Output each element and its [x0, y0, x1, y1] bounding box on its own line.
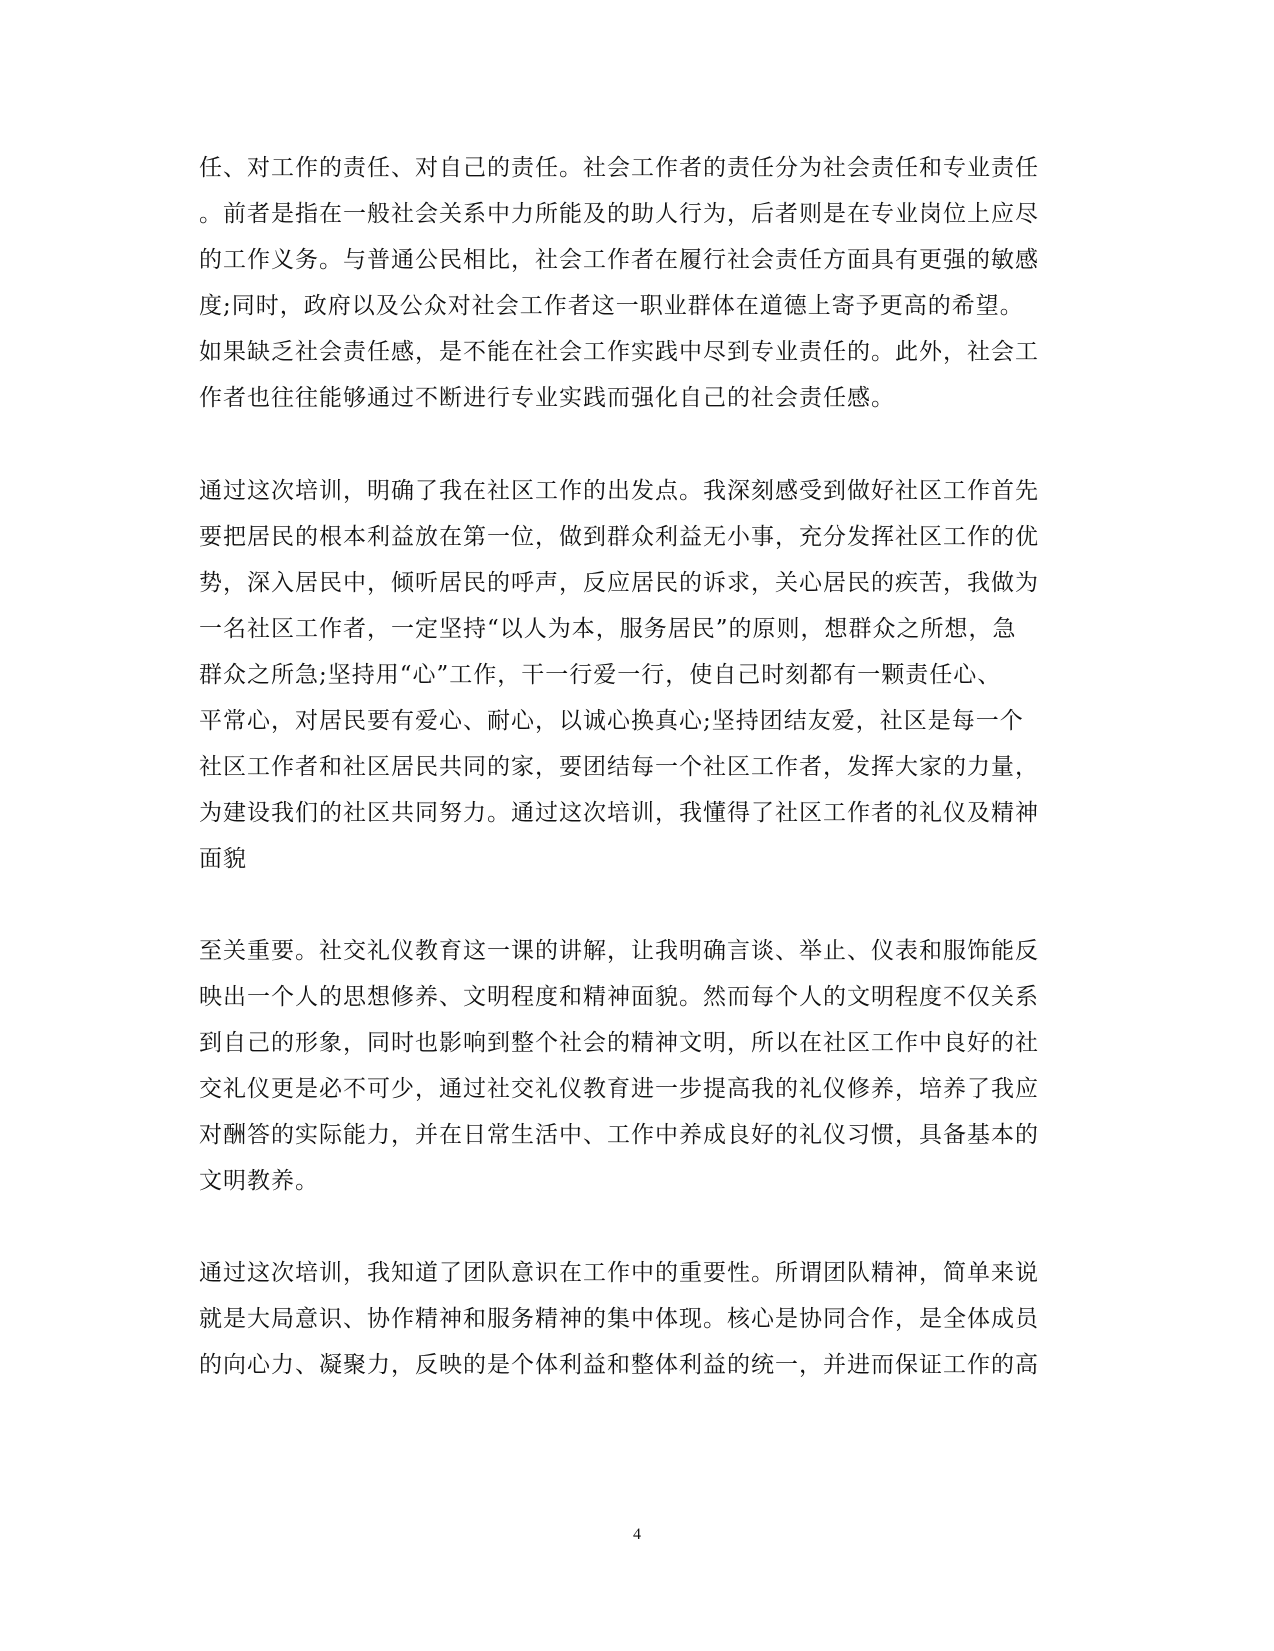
page-number: 4	[633, 1526, 641, 1543]
text-line: 的向心力、凝聚力，反映的是个体利益和整体利益的统一，并进而保证工作的高	[199, 1352, 1039, 1378]
text-line: 映出一个人的思想修养、文明程度和精神面貌。然而每个人的文明程度不仅关系	[199, 984, 1039, 1010]
text-line: 一名社区工作者，一定坚持“以人为本，服务居民”的原则，想群众之所想，急	[199, 616, 1017, 642]
text-line: 到自己的形象，同时也影响到整个社会的精神文明，所以在社区工作中良好的社	[199, 1030, 1039, 1056]
text-line: 平常心，对居民要有爱心、耐心，以诚心换真心;坚持团结友爱，社区是每一个	[199, 708, 1024, 734]
text-line: 面貌	[199, 846, 247, 872]
text-line: 至关重要。社交礼仪教育这一课的讲解，让我明确言谈、举止、仪表和服饰能反	[199, 938, 1039, 964]
text-line: 势，深入居民中，倾听居民的呼声，反应居民的诉求，关心居民的疾苦，我做为	[199, 570, 1039, 596]
text-line: 交礼仪更是必不可少，通过社交礼仪教育进一步提高我的礼仪修养，培养了我应	[199, 1076, 1039, 1102]
text-line: 度;同时，政府以及公众对社会工作者这一职业群体在道德上寄予更高的希望。	[199, 293, 1024, 319]
text-line: 。前者是指在一般社会关系中力所能及的助人行为，后者则是在专业岗位上应尽	[199, 201, 1039, 227]
text-line: 群众之所急;坚持用“心”工作，干一行爱一行，使自己时刻都有一颗责任心、	[199, 662, 1002, 688]
text-line: 对酬答的实际能力，并在日常生活中、工作中养成良好的礼仪习惯，具备基本的	[199, 1122, 1039, 1148]
text-line: 如果缺乏社会责任感，是不能在社会工作实践中尽到专业责任的。此外，社会工	[199, 339, 1039, 365]
text-line: 为建设我们的社区共同努力。通过这次培训，我懂得了社区工作者的礼仪及精神	[199, 800, 1039, 826]
text-line: 社区工作者和社区居民共同的家，要团结每一个社区工作者，发挥大家的力量，	[199, 754, 1039, 780]
text-line: 任、对工作的责任、对自己的责任。社会工作者的责任分为社会责任和专业责任	[199, 155, 1039, 181]
text-line: 就是大局意识、协作精神和服务精神的集中体现。核心是协同合作，是全体成员	[199, 1306, 1039, 1332]
text-line: 通过这次培训，我知道了团队意识在工作中的重要性。所谓团队精神，简单来说	[199, 1260, 1039, 1286]
text-line: 的工作义务。与普通公民相比，社会工作者在履行社会责任方面具有更强的敏感	[199, 247, 1039, 273]
text-line: 要把居民的根本利益放在第一位，做到群众利益无小事，充分发挥社区工作的优	[199, 524, 1039, 550]
text-line: 文明教养。	[199, 1168, 319, 1194]
text-line: 作者也往往能够通过不断进行专业实践而强化自己的社会责任感。	[199, 385, 895, 411]
text-line: 通过这次培训，明确了我在社区工作的出发点。我深刻感受到做好社区工作首先	[199, 478, 1039, 504]
